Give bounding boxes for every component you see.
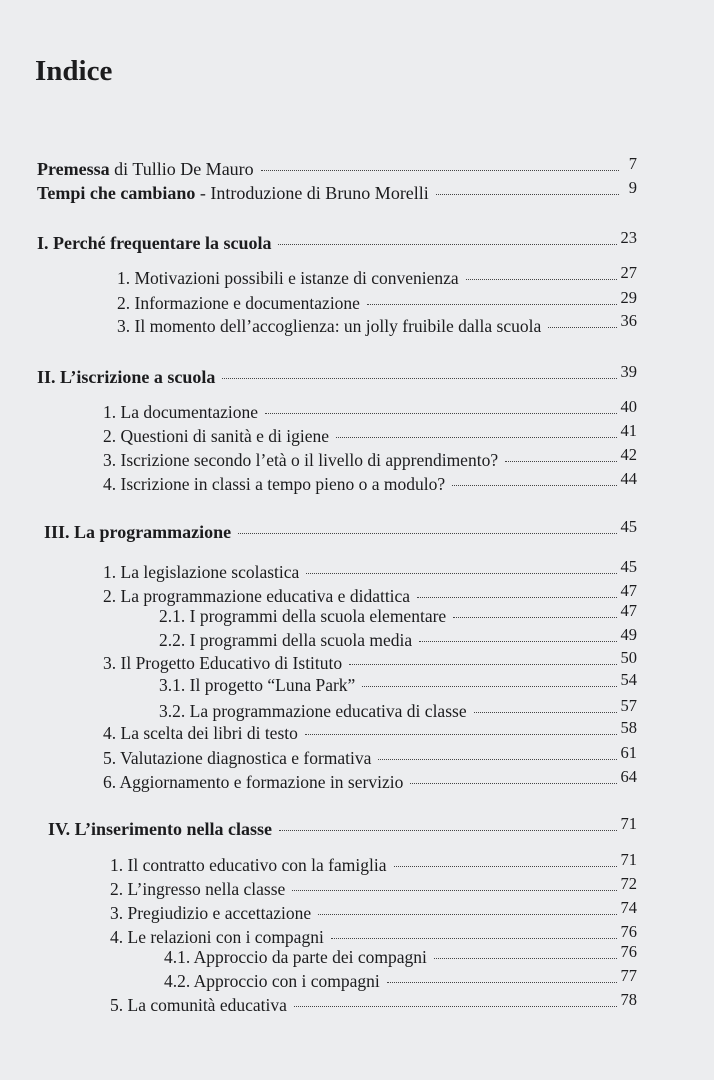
dot-leader — [548, 327, 616, 328]
toc-entry-title: 3. Il momento dell’accoglienza: un jolly fruibile dalla scuola — [117, 316, 542, 336]
page-title: Indice — [35, 55, 113, 87]
page-number: 72 — [620, 874, 637, 893]
toc-entry-heading: IV. L’inserimento nella classe — [48, 819, 273, 839]
toc-entry-title: 1. La documentazione — [103, 402, 259, 422]
dot-leader — [387, 982, 617, 983]
dot-leader — [222, 378, 616, 379]
toc-entry-title: 3.2. La programmazione educativa di classe — [159, 701, 467, 721]
dot-leader — [378, 759, 616, 760]
page-number: 76 — [620, 942, 637, 961]
dot-leader — [336, 437, 617, 438]
dot-leader — [265, 413, 616, 414]
page-number: 54 — [620, 670, 637, 689]
page-number: 71 — [620, 814, 637, 833]
page-number: 74 — [620, 898, 637, 917]
toc-entry — [164, 966, 637, 992]
toc-entry — [103, 397, 637, 423]
toc-entry-title: 1. Il contratto educativo con la famiglia — [110, 855, 387, 875]
dot-leader — [318, 914, 616, 915]
page-number: 47 — [620, 601, 637, 620]
toc-entry-title: 5. La comunità educativa — [110, 995, 287, 1015]
page-number: 61 — [620, 743, 637, 762]
page-number: 36 — [620, 311, 637, 330]
dot-leader — [292, 890, 616, 891]
dot-leader — [466, 279, 617, 280]
page-number: 39 — [620, 362, 637, 381]
dot-leader — [419, 641, 616, 642]
toc-entry-title: 2.1. I programmi della scuola elementare — [159, 606, 447, 626]
toc-entry — [117, 311, 637, 337]
toc-entry-title: 1. Motivazioni possibili e istanze di convenienza — [117, 268, 459, 288]
toc-entry — [103, 445, 637, 471]
page-number: 47 — [620, 581, 637, 600]
toc-entry-heading: II. L’iscrizione a scuola — [37, 367, 216, 387]
dot-leader — [238, 533, 616, 534]
toc-entry — [37, 228, 637, 254]
toc-entry-title: 2.2. I programmi della scuola media — [159, 630, 413, 650]
page-number: 45 — [620, 517, 637, 536]
dot-leader — [349, 664, 616, 665]
toc-entry-title: 4. La scelta dei libri di testo — [103, 723, 298, 743]
toc-entry-title: 6. Aggiornamento e formazione in servizio — [103, 772, 404, 792]
toc-entry — [103, 718, 637, 744]
toc-entry — [110, 874, 637, 900]
toc-entry — [103, 743, 637, 769]
toc-entry-title: 2. La programmazione educativa e didattica — [103, 586, 411, 606]
toc-entry-title: 4. Iscrizione in classi a tempo pieno o a modulo? — [103, 474, 446, 494]
toc-entry-title: 4. Le relazioni con i compagni — [110, 927, 324, 947]
toc-entry — [110, 898, 637, 924]
toc-entry-title: 2. L’ingresso nella classe — [110, 879, 286, 899]
toc-entry — [103, 581, 637, 607]
toc-entry-title: di Tullio De Mauro — [109, 159, 254, 179]
page-number: 50 — [620, 648, 637, 667]
toc-entry-title: 1. La legislazione scolastica — [103, 562, 300, 582]
toc-entry-heading: Tempi che cambiano — [37, 183, 196, 203]
dot-leader — [305, 734, 617, 735]
dot-leader — [367, 304, 617, 305]
dot-leader — [434, 958, 617, 959]
page-number: 40 — [620, 397, 637, 416]
toc-entry-title: 4.1. Approccio da parte dei compagni — [164, 947, 427, 967]
page-number: 71 — [620, 850, 637, 869]
toc-entry — [110, 850, 637, 876]
toc-entry — [159, 625, 637, 651]
page-number: 23 — [620, 228, 637, 247]
dot-leader — [279, 830, 616, 831]
toc-entry-heading: Premessa — [37, 159, 110, 179]
page-number: 42 — [620, 445, 637, 464]
toc-entry-title: 3. Iscrizione secondo l’età o il livello di apprendimento? — [103, 450, 499, 470]
page-number: 44 — [620, 469, 637, 488]
toc-entry — [37, 178, 637, 204]
dot-leader — [453, 617, 616, 618]
toc-entry-title: 5. Valutazione diagnostica e formativa — [103, 748, 372, 768]
toc-entry — [103, 557, 637, 583]
toc-entry-title: 3.1. Il progetto “Luna Park” — [159, 675, 356, 695]
page-number: 41 — [620, 421, 637, 440]
dot-leader — [505, 461, 616, 462]
toc-entry — [117, 263, 637, 289]
dot-leader — [261, 170, 619, 171]
page-number: 58 — [620, 718, 637, 737]
page-number: 64 — [620, 767, 637, 786]
page-number: 77 — [620, 966, 637, 985]
toc-entry — [117, 288, 637, 314]
toc-entry — [37, 154, 637, 180]
page-number: 27 — [620, 263, 637, 282]
toc-entry — [164, 942, 637, 968]
dot-leader — [410, 783, 616, 784]
toc-entry — [103, 767, 637, 793]
toc-entry — [159, 670, 637, 696]
dot-leader — [306, 573, 616, 574]
toc-entry — [103, 469, 637, 495]
toc-entry-heading: III. La programmazione — [44, 522, 232, 542]
toc-entry-title: 2. Informazione e documentazione — [117, 293, 360, 313]
toc-entry-title: - Introduzione di Bruno Morelli — [195, 183, 429, 203]
toc-entry — [103, 648, 637, 674]
toc-entry-heading: I. Perché frequentare la scuola — [37, 233, 272, 253]
page-number: 7 — [628, 154, 637, 173]
page-number: 76 — [620, 922, 637, 941]
toc-entry-title: 3. Pregiudizio e accettazione — [110, 903, 312, 923]
toc-entry — [103, 421, 637, 447]
dot-leader — [278, 244, 616, 245]
dot-leader — [452, 485, 616, 486]
page-number: 29 — [620, 288, 637, 307]
dot-leader — [417, 597, 616, 598]
dot-leader — [362, 686, 616, 687]
toc-entry — [159, 601, 637, 627]
dot-leader — [331, 938, 617, 939]
toc-entry-title: 4.2. Approccio con i compagni — [164, 971, 380, 991]
toc-entry — [37, 362, 637, 388]
toc-entry — [159, 696, 637, 722]
page-number: 57 — [620, 696, 637, 715]
dot-leader — [474, 712, 617, 713]
toc-entry — [110, 990, 637, 1016]
page-number: 9 — [628, 178, 637, 197]
dot-leader — [294, 1006, 617, 1007]
page-number: 45 — [620, 557, 637, 576]
toc-entry-title: 2. Questioni di sanità e di igiene — [103, 426, 329, 446]
toc-entry — [48, 814, 637, 840]
page-number: 49 — [620, 625, 637, 644]
dot-leader — [436, 194, 619, 195]
page-number: 78 — [620, 990, 637, 1009]
dot-leader — [394, 866, 617, 867]
toc-entry — [110, 922, 637, 948]
toc-entry — [44, 517, 637, 543]
toc-entry-title: 3. Il Progetto Educativo di Istituto — [103, 653, 343, 673]
